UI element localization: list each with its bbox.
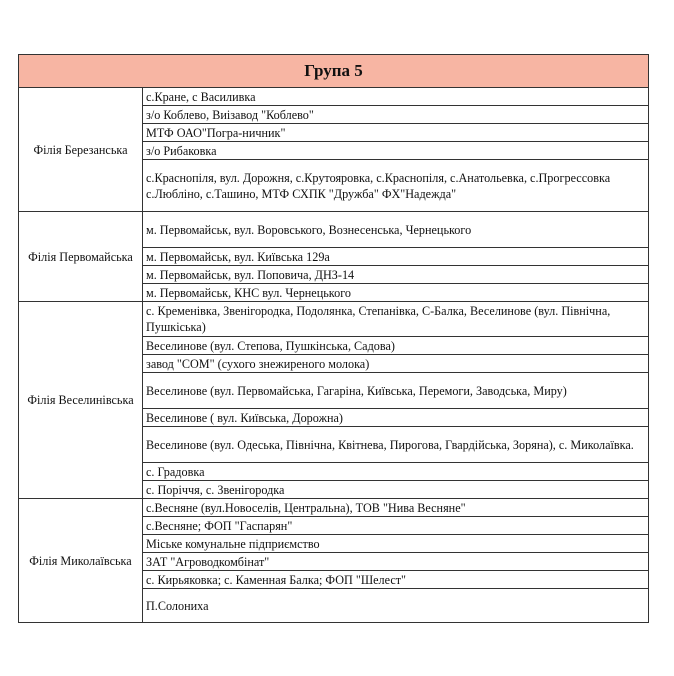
address-row: ЗАТ "Агроводкомбінат" bbox=[143, 553, 649, 571]
address-row: с. Кирьяковка; с. Каменная Балка; ФОП "Шелест" bbox=[143, 571, 649, 589]
branch-pervomaiska: Філія Первомайська bbox=[19, 212, 143, 302]
table-title: Група 5 bbox=[19, 55, 649, 88]
address-row: с.Кране, с Василивка bbox=[143, 88, 649, 106]
address-row: м. Первомайськ, вул. Київська 129а bbox=[143, 248, 649, 266]
address-row: с.Весняне; ФОП "Гаспарян" bbox=[143, 517, 649, 535]
branch-veselynivska: Філія Веселинівська bbox=[19, 302, 143, 499]
address-row: Веселинове (вул. Одеська, Північна, Квітнева, Пирогова, Гвардійська, Зоряна), с. Миколаївка. bbox=[143, 427, 649, 463]
address-row: с. Поріччя, с. Звенігородка bbox=[143, 481, 649, 499]
address-row: м. Первомайськ, КНС вул. Чернецького bbox=[143, 284, 649, 302]
address-row: з/о Рибаковка bbox=[143, 142, 649, 160]
address-row: Веселинове (вул. Первомайська, Гагаріна, Київська, Перемоги, Заводська, Миру) bbox=[143, 373, 649, 409]
address-row: Веселинове ( вул. Київська, Дорожна) bbox=[143, 409, 649, 427]
branch-berezanska: Філія Березанська bbox=[19, 88, 143, 212]
group-table bbox=[18, 54, 649, 623]
address-row: с. Градовка bbox=[143, 463, 649, 481]
address-row: П.Солониха bbox=[143, 589, 649, 623]
address-row: з/о Коблево, Виізавод "Коблево" bbox=[143, 106, 649, 124]
branch-mykolaivska: Філія Миколаївська bbox=[19, 499, 143, 623]
address-row: с. Кременівка, Звенігородка, Подолянка, Степанівка, С-Балка, Веселинове (вул. Північна, Пушкіська) bbox=[143, 302, 649, 337]
address-row: м. Первомайськ, вул. Воровського, Вознесенська, Чернецького bbox=[143, 212, 649, 248]
address-row: с.Весняне (вул.Новоселів, Центральна), ТОВ "Нива Весняне" bbox=[143, 499, 649, 517]
address-row: завод "СОМ" (сухого знежиреного молока) bbox=[143, 355, 649, 373]
address-row: с.Краснопіля, вул. Дорожня, с.Крутояровка, с.Краснопіля, с.Анатольевка, с.Прогрессовка с.Люблiно, с.Ташино, МТФ СХПК "Дружба" ФХ"Надежда" bbox=[143, 160, 649, 212]
address-row: МТФ ОАО"Погра-ничник" bbox=[143, 124, 649, 142]
address-row: м. Первомайськ, вул. Поповича, ДНЗ-14 bbox=[143, 266, 649, 284]
address-row: Веселинове (вул. Степова, Пушкінська, Садова) bbox=[143, 337, 649, 355]
address-row: Міське комунальне підприємство bbox=[143, 535, 649, 553]
